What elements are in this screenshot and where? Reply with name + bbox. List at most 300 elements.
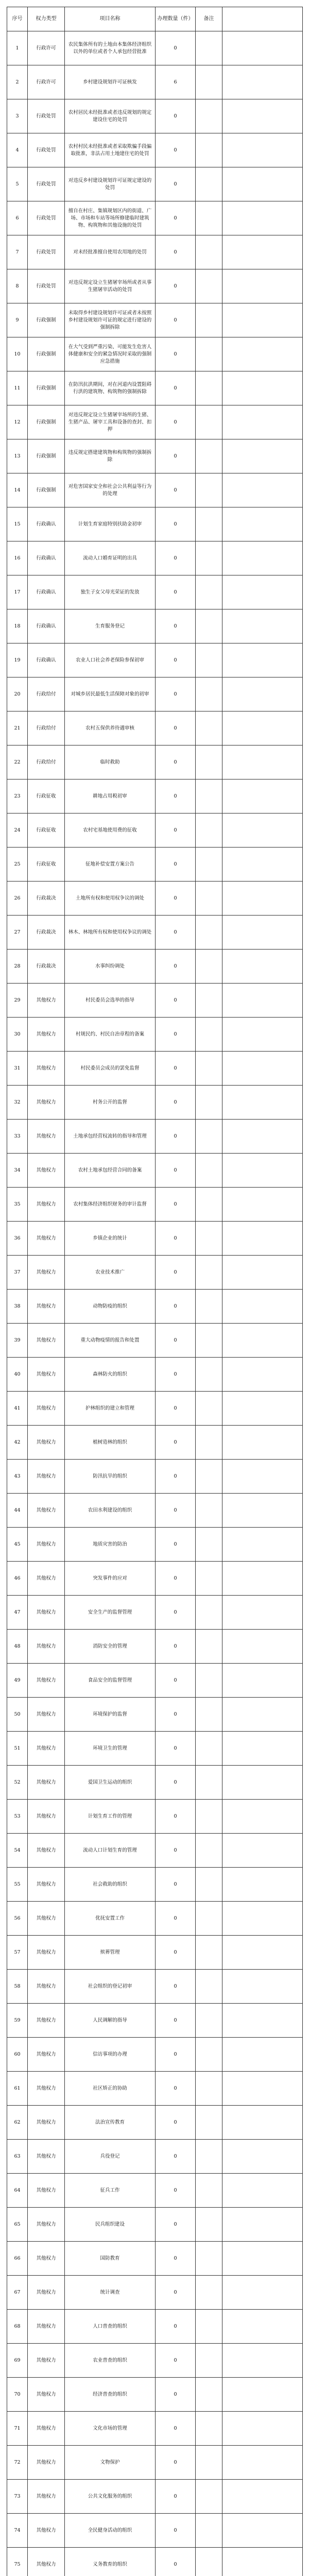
cell-name: 计划生育家庭特别扶助金初审: [65, 507, 156, 541]
cell-spacer: [222, 779, 303, 814]
cell-name: 乡村建设规划许可证核发: [65, 65, 156, 99]
cell-type: 行政处罚: [28, 133, 65, 167]
cell-type: 行政强制: [28, 439, 65, 473]
table-row: [7, 1936, 303, 1970]
cell-count: 0: [156, 984, 196, 1018]
cell-type: 行政征收: [28, 814, 65, 848]
cell-note: [196, 1800, 222, 1834]
cell-seq: 72: [7, 2446, 28, 2480]
cell-note: [196, 1970, 222, 2004]
cell-note: [196, 950, 222, 984]
cell-type: 行政许可: [28, 65, 65, 99]
cell-seq: 50: [7, 1698, 28, 1732]
cell-seq: 13: [7, 439, 28, 473]
cell-name: 农村土地承包经营合同的备案: [65, 1154, 156, 1188]
cell-spacer: [222, 2106, 303, 2140]
cell-seq: 73: [7, 2480, 28, 2514]
cell-seq: 14: [7, 473, 28, 507]
cell-seq: 4: [7, 133, 28, 167]
cell-count: 0: [156, 1256, 196, 1290]
table-row: [7, 1392, 303, 1426]
cell-type: 其他权力: [28, 1970, 65, 2004]
table-row: [7, 2514, 303, 2548]
cell-spacer: [222, 405, 303, 439]
cell-name: 护林组织的建立和管理: [65, 1392, 156, 1426]
cell-type: 行政强制: [28, 303, 65, 337]
cell-name: 兵役登记: [65, 2140, 156, 2174]
cell-name: 农村集体经济组织财务的审计监督: [65, 1188, 156, 1222]
cell-note: [196, 405, 222, 439]
cell-seq: 51: [7, 1732, 28, 1766]
cell-name: 村民委员会选举的指导: [65, 984, 156, 1018]
cell-spacer: [222, 1086, 303, 1120]
cell-name: 社会组织的登记初审: [65, 1970, 156, 2004]
cell-seq: 60: [7, 2038, 28, 2072]
cell-type: 其他权力: [28, 2446, 65, 2480]
cell-name: 消防安全的管理: [65, 1630, 156, 1664]
cell-count: 0: [156, 848, 196, 882]
cell-seq: 24: [7, 814, 28, 848]
cell-note: [196, 1766, 222, 1800]
cell-seq: 2: [7, 65, 28, 99]
cell-count: 0: [156, 779, 196, 814]
cell-seq: 56: [7, 1902, 28, 1936]
table-row: [7, 1868, 303, 1902]
cell-type: 其他权力: [28, 1494, 65, 1528]
cell-name: 计划生育工作的管理: [65, 1800, 156, 1834]
table-row: [7, 303, 303, 337]
cell-seq: 63: [7, 2140, 28, 2174]
cell-spacer: [222, 1936, 303, 1970]
cell-name: 重大动物疫情的报告和处置: [65, 1324, 156, 1358]
cell-name: 公共文化服务的组织: [65, 2480, 156, 2514]
cell-note: [196, 677, 222, 711]
cell-note: [196, 2208, 222, 2242]
cell-type: 其他权力: [28, 1800, 65, 1834]
table-row: [7, 2548, 303, 2576]
header-type: 权力类型: [28, 7, 65, 31]
cell-note: [196, 541, 222, 575]
cell-spacer: [222, 1460, 303, 1494]
cell-type: 其他权力: [28, 1222, 65, 1256]
cell-count: 0: [156, 2378, 196, 2412]
cell-name: 农田水利建设的组织: [65, 1494, 156, 1528]
cell-type: 其他权力: [28, 1086, 65, 1120]
cell-note: [196, 269, 222, 303]
cell-name: 民兵组织建设: [65, 2208, 156, 2242]
table-row: [7, 473, 303, 507]
table-row: [7, 2344, 303, 2378]
cell-note: [196, 643, 222, 677]
cell-type: 其他权力: [28, 1052, 65, 1086]
cell-note: [196, 848, 222, 882]
cell-count: 0: [156, 507, 196, 541]
cell-name: 农村居民未经批准或者违反规划的规定建设住宅的处罚: [65, 99, 156, 133]
cell-count: 0: [156, 2140, 196, 2174]
cell-spacer: [222, 1868, 303, 1902]
table-row: [7, 1154, 303, 1188]
cell-spacer: [222, 1494, 303, 1528]
header-note: 备注: [196, 7, 222, 31]
table-row: [7, 1324, 303, 1358]
cell-note: [196, 1120, 222, 1154]
cell-count: 6: [156, 65, 196, 99]
cell-note: [196, 1460, 222, 1494]
table-row: [7, 2480, 303, 2514]
cell-name: 流动人口计划生育的管理: [65, 1834, 156, 1868]
table-row: [7, 1800, 303, 1834]
cell-note: [196, 133, 222, 167]
cell-spacer: [222, 1154, 303, 1188]
cell-count: 0: [156, 2344, 196, 2378]
cell-count: 0: [156, 1630, 196, 1664]
cell-name: 人口普查的组织: [65, 2310, 156, 2344]
cell-seq: 42: [7, 1426, 28, 1460]
cell-spacer: [222, 2344, 303, 2378]
table-row: [7, 507, 303, 541]
cell-spacer: [222, 99, 303, 133]
cell-spacer: [222, 1596, 303, 1630]
cell-type: 行政许可: [28, 31, 65, 65]
cell-spacer: [222, 439, 303, 473]
cell-name: 未取得乡村建设规划许可证或者未按照乡村建设规划许可证的规定进行建设的强制拆除: [65, 303, 156, 337]
cell-note: [196, 609, 222, 643]
cell-name: 地质灾害的防治: [65, 1528, 156, 1562]
cell-count: 0: [156, 677, 196, 711]
cell-spacer: [222, 303, 303, 337]
cell-name: 环境保护的监督: [65, 1698, 156, 1732]
cell-note: [196, 99, 222, 133]
table-row: [7, 31, 303, 65]
cell-name: 征地补偿安置方案公告: [65, 848, 156, 882]
cell-type: 行政征收: [28, 848, 65, 882]
cell-seq: 17: [7, 575, 28, 609]
cell-count: 0: [156, 31, 196, 65]
cell-spacer: [222, 2242, 303, 2276]
cell-spacer: [222, 2310, 303, 2344]
cell-type: 其他权力: [28, 1528, 65, 1562]
cell-type: 其他权力: [28, 1766, 65, 1800]
header-seq: 序号: [7, 7, 28, 31]
cell-note: [196, 1936, 222, 1970]
cell-type: 其他权力: [28, 1868, 65, 1902]
table-row: [7, 575, 303, 609]
table-row: [7, 541, 303, 575]
cell-spacer: [222, 1018, 303, 1052]
cell-name: 耕地占用税初审: [65, 779, 156, 814]
table-row: [7, 1188, 303, 1222]
table-row: [7, 916, 303, 950]
cell-note: [196, 1358, 222, 1392]
cell-seq: 59: [7, 2004, 28, 2038]
table-row: [7, 1460, 303, 1494]
cell-seq: 53: [7, 1800, 28, 1834]
cell-note: [196, 2174, 222, 2208]
cell-name: 农业技术推广: [65, 1256, 156, 1290]
cell-type: 其他权力: [28, 2480, 65, 2514]
cell-note: [196, 2242, 222, 2276]
cell-seq: 30: [7, 1018, 28, 1052]
table-row: [7, 1528, 303, 1562]
cell-count: 0: [156, 1358, 196, 1392]
cell-name: 农村村民未经批准或者采取欺骗手段骗取批准，非法占用土地建住宅的处罚: [65, 133, 156, 167]
cell-spacer: [222, 1222, 303, 1256]
table-row: [7, 950, 303, 984]
cell-note: [196, 1732, 222, 1766]
cell-seq: 19: [7, 643, 28, 677]
cell-spacer: [222, 2072, 303, 2106]
cell-note: [196, 2004, 222, 2038]
cell-type: 其他权力: [28, 1460, 65, 1494]
cell-spacer: [222, 2038, 303, 2072]
cell-seq: 57: [7, 1936, 28, 1970]
cell-type: 其他权力: [28, 1120, 65, 1154]
cell-type: 行政确认: [28, 507, 65, 541]
cell-type: 其他权力: [28, 1018, 65, 1052]
cell-seq: 31: [7, 1052, 28, 1086]
cell-count: 0: [156, 1188, 196, 1222]
cell-count: 0: [156, 371, 196, 405]
cell-seq: 54: [7, 1834, 28, 1868]
cell-seq: 15: [7, 507, 28, 541]
cell-spacer: [222, 745, 303, 779]
cell-type: 其他权力: [28, 1936, 65, 1970]
table-row: [7, 677, 303, 711]
cell-name: 安全生产的监督管理: [65, 1596, 156, 1630]
table-row: [7, 1290, 303, 1324]
cell-type: 其他权力: [28, 1392, 65, 1426]
table-row: [7, 235, 303, 269]
cell-count: 0: [156, 2242, 196, 2276]
header-name: 项目名称: [65, 7, 156, 31]
cell-spacer: [222, 2276, 303, 2310]
cell-count: 0: [156, 1120, 196, 1154]
cell-type: 其他权力: [28, 1596, 65, 1630]
cell-spacer: [222, 2412, 303, 2446]
cell-name: 农业普查的组织: [65, 2344, 156, 2378]
table-row: [7, 1052, 303, 1086]
table-row: [7, 2140, 303, 2174]
cell-type: 其他权力: [28, 1426, 65, 1460]
header-spacer: [222, 7, 303, 31]
cell-count: 0: [156, 882, 196, 916]
cell-name: 违反规定搭建建筑物和构筑物的强制拆除: [65, 439, 156, 473]
cell-name: 土地承包经营权流转的指导和管理: [65, 1120, 156, 1154]
cell-type: 行政处罚: [28, 167, 65, 201]
cell-type: 其他权力: [28, 2548, 65, 2576]
cell-seq: 29: [7, 984, 28, 1018]
cell-note: [196, 2344, 222, 2378]
cell-note: [196, 473, 222, 507]
cell-name: 农村五保供养待遇审核: [65, 711, 156, 745]
cell-seq: 34: [7, 1154, 28, 1188]
cell-count: 0: [156, 473, 196, 507]
cell-seq: 26: [7, 882, 28, 916]
cell-count: 0: [156, 1936, 196, 1970]
cell-spacer: [222, 1324, 303, 1358]
cell-type: 其他权力: [28, 1698, 65, 1732]
table-row: [7, 882, 303, 916]
cell-count: 0: [156, 1460, 196, 1494]
cell-type: 行政处罚: [28, 201, 65, 235]
cell-type: 行政处罚: [28, 99, 65, 133]
cell-note: [196, 1392, 222, 1426]
cell-spacer: [222, 2140, 303, 2174]
cell-name: 对违反规定设立生猪屠宰场所或者从事生猪屠宰活动的处罚: [65, 269, 156, 303]
cell-type: 其他权力: [28, 1324, 65, 1358]
cell-seq: 20: [7, 677, 28, 711]
cell-seq: 70: [7, 2378, 28, 2412]
cell-count: 0: [156, 1222, 196, 1256]
cell-count: 0: [156, 2276, 196, 2310]
cell-seq: 49: [7, 1664, 28, 1698]
cell-count: 0: [156, 1528, 196, 1562]
cell-note: [196, 1018, 222, 1052]
cell-seq: 12: [7, 405, 28, 439]
cell-count: 0: [156, 167, 196, 201]
cell-note: [196, 371, 222, 405]
cell-name: 农民集体所有的土地由本集体经济组织以外的单位或者个人承包经营批准: [65, 31, 156, 65]
cell-spacer: [222, 507, 303, 541]
cell-seq: 3: [7, 99, 28, 133]
cell-count: 0: [156, 541, 196, 575]
cell-name: 爱国卫生运动的组织: [65, 1766, 156, 1800]
cell-type: 行政强制: [28, 371, 65, 405]
cell-seq: 10: [7, 337, 28, 371]
table-row: [7, 814, 303, 848]
cell-note: [196, 1494, 222, 1528]
table-row: [7, 2412, 303, 2446]
power-list-table: [7, 7, 303, 2576]
cell-seq: 16: [7, 541, 28, 575]
table-row: [7, 1018, 303, 1052]
cell-spacer: [222, 1970, 303, 2004]
cell-spacer: [222, 1732, 303, 1766]
cell-note: [196, 1290, 222, 1324]
cell-count: 0: [156, 711, 196, 745]
cell-type: 其他权力: [28, 2412, 65, 2446]
cell-name: 农业人口社会养老保险参保初审: [65, 643, 156, 677]
table-row: [7, 1902, 303, 1936]
cell-seq: 21: [7, 711, 28, 745]
cell-note: [196, 2446, 222, 2480]
table-row: [7, 2038, 303, 2072]
cell-name: 动物防疫的组织: [65, 1290, 156, 1324]
cell-spacer: [222, 848, 303, 882]
table-row: [7, 1596, 303, 1630]
cell-count: 0: [156, 1392, 196, 1426]
cell-seq: 32: [7, 1086, 28, 1120]
cell-spacer: [222, 269, 303, 303]
cell-seq: 68: [7, 2310, 28, 2344]
cell-spacer: [222, 1800, 303, 1834]
cell-seq: 67: [7, 2276, 28, 2310]
cell-spacer: [222, 1256, 303, 1290]
table-row: [7, 1664, 303, 1698]
cell-seq: 43: [7, 1460, 28, 1494]
cell-count: 0: [156, 1290, 196, 1324]
cell-seq: 55: [7, 1868, 28, 1902]
cell-type: 其他权力: [28, 2378, 65, 2412]
cell-count: 0: [156, 575, 196, 609]
table-row: [7, 65, 303, 99]
header-row: [7, 7, 303, 31]
cell-name: 在防汛抗洪期间，对在河道内设置阻碍行洪的建筑物、构筑物的强制拆除: [65, 371, 156, 405]
cell-spacer: [222, 1188, 303, 1222]
cell-type: 其他权力: [28, 2242, 65, 2276]
table-row: [7, 1086, 303, 1120]
cell-note: [196, 201, 222, 235]
cell-count: 0: [156, 269, 196, 303]
cell-note: [196, 507, 222, 541]
cell-seq: 71: [7, 2412, 28, 2446]
cell-count: 0: [156, 1426, 196, 1460]
cell-type: 其他权力: [28, 1188, 65, 1222]
cell-name: 人民调解的指导: [65, 2004, 156, 2038]
cell-seq: 69: [7, 2344, 28, 2378]
cell-type: 行政确认: [28, 609, 65, 643]
cell-spacer: [222, 167, 303, 201]
cell-spacer: [222, 643, 303, 677]
cell-type: 其他权力: [28, 1562, 65, 1596]
cell-type: 其他权力: [28, 2310, 65, 2344]
table-row: [7, 1834, 303, 1868]
cell-spacer: [222, 2004, 303, 2038]
table-row: [7, 2276, 303, 2310]
cell-note: [196, 235, 222, 269]
cell-name: 村务公开的监督: [65, 1086, 156, 1120]
cell-name: 国防教育: [65, 2242, 156, 2276]
cell-spacer: [222, 2480, 303, 2514]
cell-spacer: [222, 1120, 303, 1154]
cell-name: 对违反乡村建设规划许可证规定建设的处罚: [65, 167, 156, 201]
cell-name: 对危害国家安全和社会公共利益等行为的处理: [65, 473, 156, 507]
cell-count: 0: [156, 643, 196, 677]
cell-type: 行政裁决: [28, 916, 65, 950]
cell-count: 0: [156, 1154, 196, 1188]
cell-count: 0: [156, 1086, 196, 1120]
cell-spacer: [222, 916, 303, 950]
cell-count: 0: [156, 1970, 196, 2004]
table-row: [7, 1562, 303, 1596]
cell-type: 行政给付: [28, 677, 65, 711]
header-count: 办理数量（件）: [156, 7, 196, 31]
cell-name: 村规民约、村民自治章程的备案: [65, 1018, 156, 1052]
cell-name: 土地所有权和使用权争议的调处: [65, 882, 156, 916]
cell-count: 0: [156, 2174, 196, 2208]
cell-count: 0: [156, 1018, 196, 1052]
cell-spacer: [222, 201, 303, 235]
table-row: [7, 2174, 303, 2208]
cell-type: 行政强制: [28, 405, 65, 439]
cell-type: 行政裁决: [28, 882, 65, 916]
cell-seq: 66: [7, 2242, 28, 2276]
cell-seq: 75: [7, 2548, 28, 2576]
cell-note: [196, 1528, 222, 1562]
table-row: [7, 1426, 303, 1460]
cell-spacer: [222, 711, 303, 745]
cell-seq: 65: [7, 2208, 28, 2242]
cell-count: 0: [156, 1562, 196, 1596]
cell-name: 法治宣传教育: [65, 2106, 156, 2140]
cell-name: 森林防火的组织: [65, 1358, 156, 1392]
cell-note: [196, 1664, 222, 1698]
table-row: [7, 848, 303, 882]
cell-spacer: [222, 1392, 303, 1426]
cell-spacer: [222, 1834, 303, 1868]
cell-spacer: [222, 575, 303, 609]
cell-name: 防汛抗旱的组织: [65, 1460, 156, 1494]
